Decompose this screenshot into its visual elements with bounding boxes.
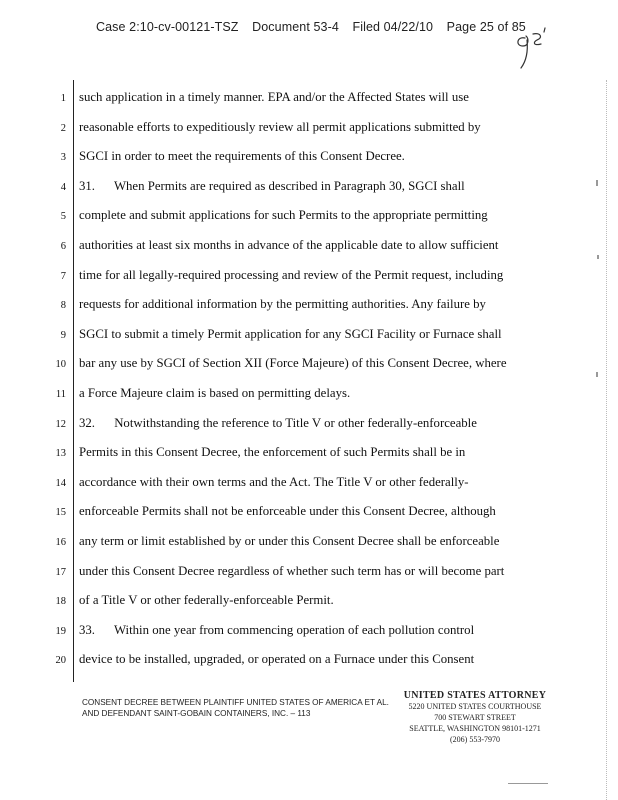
line-text: Permits in this Consent Decree, the enforcement of such Permits shall be in — [79, 445, 466, 460]
line-text: 33. Within one year from commencing operation of each pollution control — [79, 622, 475, 637]
scan-speck — [508, 783, 548, 784]
line-number: 5 — [60, 211, 66, 223]
pleading-line — [0, 560, 618, 590]
line-text: reasonable efforts to expeditiously review all permit applications submitted by — [79, 119, 481, 134]
attorney-address-1: 5220 UNITED STATES COURTHOUSE — [408, 702, 542, 711]
pleading-line — [0, 145, 618, 175]
line-text: under this Consent Decree regardless of whether such term has or will become part — [79, 563, 505, 578]
pleading-line — [0, 500, 618, 530]
attorney-phone: (206) 553-7970 — [450, 735, 500, 744]
pleading-line — [0, 293, 618, 323]
case-header — [96, 20, 526, 34]
line-text: authorities at least six months in advance of the applicable date to allow sufficient — [79, 237, 499, 252]
line-number: 19 — [55, 625, 66, 637]
pleading-line — [0, 382, 618, 412]
line-text: accordance with their own terms and the Act. The Title V or other federally- — [79, 474, 469, 489]
attorney-block — [400, 690, 550, 745]
pleading-line — [0, 441, 618, 471]
pleading-line — [0, 204, 618, 234]
scan-speck — [596, 372, 598, 377]
line-text: device to be installed, upgraded, or operated on a Furnace under this Consent — [79, 652, 475, 667]
line-number: 14 — [55, 477, 66, 489]
attorney-address-2: 700 STEWART STREET — [434, 713, 516, 722]
pleading-line — [0, 648, 618, 678]
line-number: 3 — [60, 152, 66, 164]
line-number: 17 — [55, 566, 66, 578]
line-number: 18 — [55, 596, 66, 608]
line-text: of a Title V or other federally-enforceable Permit. — [79, 593, 334, 608]
attorney-title: UNITED STATES ATTORNEY — [403, 690, 547, 701]
line-number: 11 — [55, 388, 66, 400]
case-number: Case 2:10-cv-00121-TSZ — [96, 20, 239, 34]
pleading-line — [0, 352, 618, 382]
pleading-line — [0, 412, 618, 442]
pleading-line — [0, 471, 618, 501]
pleading-line — [0, 234, 618, 264]
line-text: SGCI in order to meet the requirements of this Consent Decree. — [79, 149, 405, 164]
pleading-line — [0, 530, 618, 560]
filed-date: Filed 04/22/10 — [352, 20, 434, 34]
line-text: enforceable Permits shall not be enforceable under this Consent Decree, although — [79, 504, 496, 519]
line-text: 31. When Permits are required as described in Paragraph 30, SGCI shall — [79, 178, 465, 193]
pleading-line — [0, 589, 618, 619]
line-text: bar any use by SGCI of Section XII (Force Majeure) of this Consent Decree, where — [79, 356, 507, 371]
line-text: such application in a timely manner. EPA and/or the Affected States will use — [79, 90, 469, 104]
line-number: 6 — [60, 240, 66, 252]
pleading-line — [0, 323, 618, 353]
line-text: complete and submit applications for such Permits to the appropriate permitting — [79, 208, 488, 223]
line-number: 2 — [60, 122, 66, 134]
line-text: any term or limit established by or under this Consent Decree shall be enforceable — [79, 533, 500, 548]
footer-caption-line-1: CONSENT DECREE BETWEEN PLAINTIFF UNITED STATES OF AMERICA ET AL. — [82, 698, 389, 707]
pleading-line — [0, 619, 618, 649]
page-indicator: Page 25 of 85 — [446, 20, 526, 34]
line-text: a Force Majeure claim is based on permitting delays. — [79, 385, 351, 400]
line-number: 4 — [60, 181, 66, 193]
line-number: 12 — [55, 418, 66, 430]
attorney-address-3: SEATTLE, WASHINGTON 98101-1271 — [409, 724, 541, 733]
line-number: 10 — [55, 359, 66, 371]
line-number: 13 — [55, 448, 66, 460]
line-number: 8 — [60, 300, 66, 312]
line-number: 15 — [55, 507, 66, 519]
line-number: 1 — [60, 93, 66, 104]
line-text: 32. Notwithstanding the reference to Title V or other federally-enforceable — [79, 415, 477, 430]
pleading-line — [0, 116, 618, 146]
pleading-line — [0, 175, 618, 205]
scan-speck — [596, 180, 598, 186]
pleading-line — [0, 264, 618, 294]
footer-caption-line-2: AND DEFENDANT SAINT-GOBAIN CONTAINERS, INC. – 113 — [82, 709, 311, 718]
line-text: time for all legally-required processing and review of the Permit request, including — [79, 267, 504, 282]
scan-speck — [597, 255, 599, 259]
line-number: 16 — [55, 536, 66, 548]
line-text: requests for additional information by the permitting authorities. Any failure by — [79, 297, 486, 312]
pleading-body — [0, 86, 618, 678]
line-number: 20 — [55, 655, 66, 667]
handwritten-initials — [511, 24, 551, 72]
document-number: Document 53-4 — [252, 20, 339, 34]
footer-caption — [82, 697, 389, 719]
line-number: 9 — [60, 329, 66, 341]
line-text: SGCI to submit a timely Permit application for any SGCI Facility or Furnace shall — [79, 326, 502, 341]
line-number: 7 — [60, 270, 66, 282]
pleading-line — [0, 86, 618, 116]
